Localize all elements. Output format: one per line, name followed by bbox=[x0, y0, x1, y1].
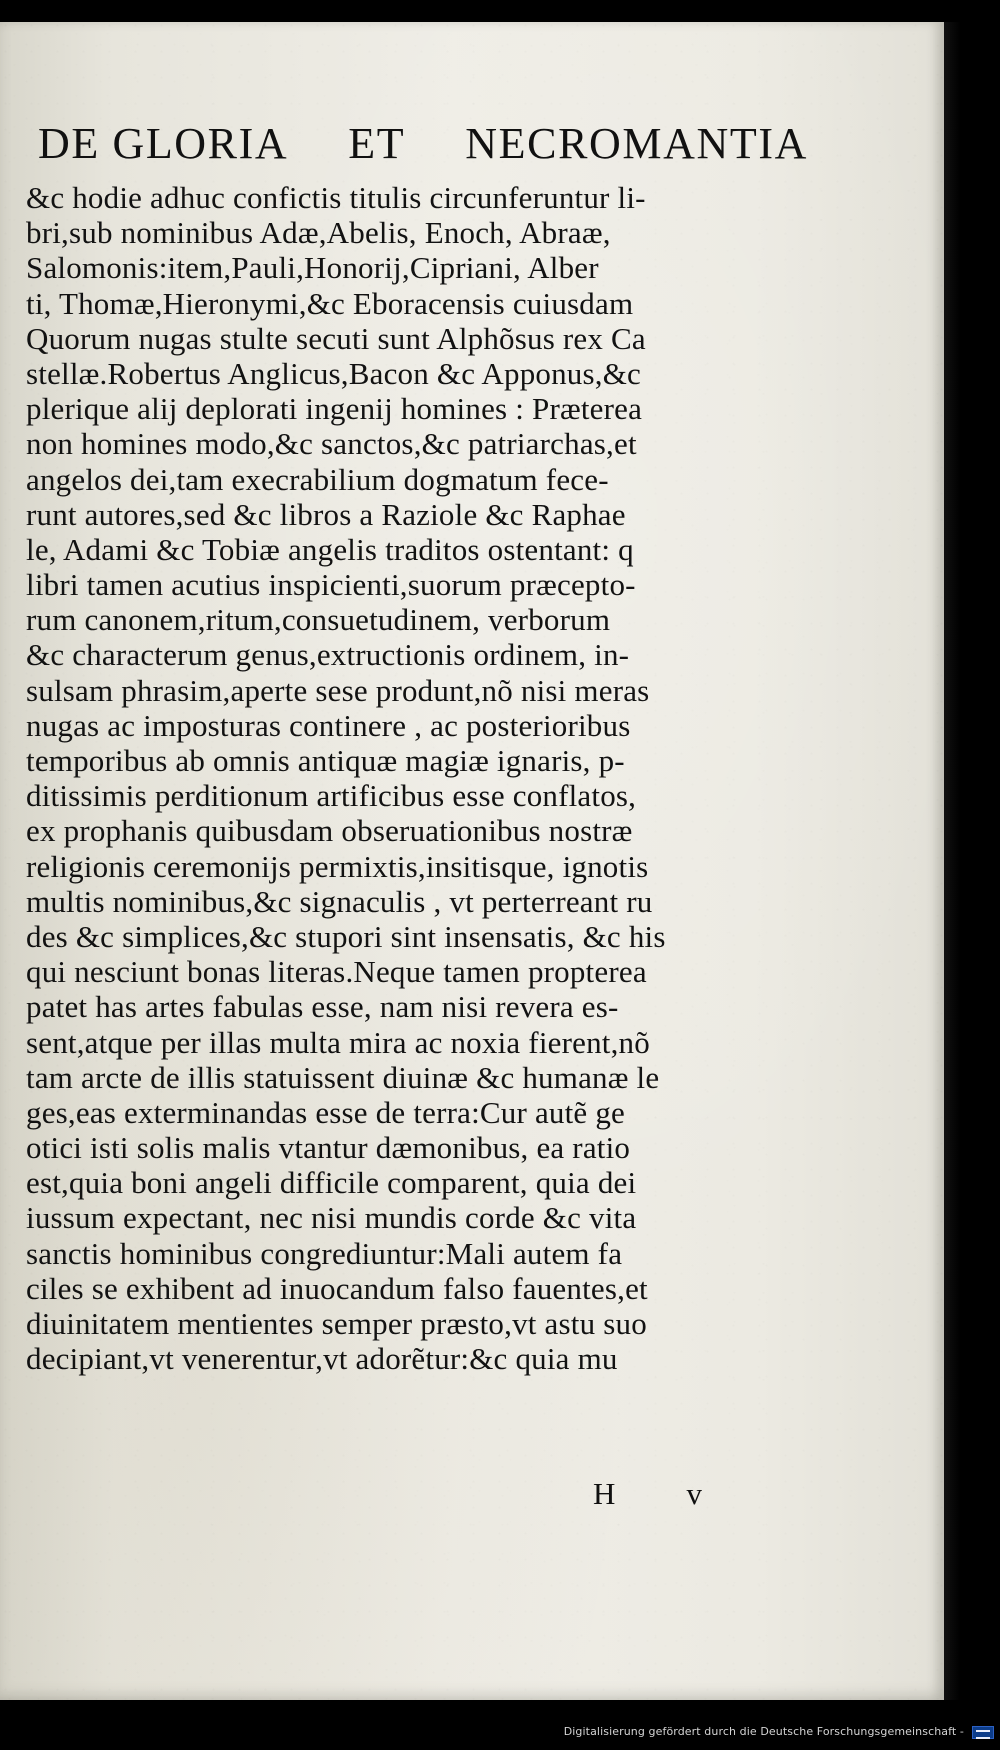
text-line: iussum expectant, nec nisi mundis corde &c vita bbox=[26, 1200, 637, 1236]
text-line: ti, Thomæ,Hieronymi,&c Eboracensis cuiusdam bbox=[26, 285, 634, 321]
signature-left: H bbox=[593, 1476, 617, 1511]
text-line: stellæ.Robertus Anglicus,Bacon &c Apponus,&c bbox=[26, 355, 641, 391]
header-right: NECROMANTIA bbox=[465, 118, 808, 168]
text-line: Salomonis:item,Pauli,Honorij,Cipriani, Alber bbox=[26, 250, 599, 286]
text-line: Quorum nugas stulte secuti sunt Alphõsus rex Ca bbox=[26, 320, 646, 356]
text-line: bri,sub nominibus Adæ,Abelis, Enoch, Abraæ, bbox=[26, 215, 611, 251]
text-line: le, Adami &c Tobiæ angelis traditos ostentant: q bbox=[26, 531, 634, 567]
text-line: est,quia boni angeli difficile comparent, quia dei bbox=[26, 1165, 637, 1201]
text-line: des &c simplices,&c stupori sint insensatis, &c his bbox=[26, 918, 666, 954]
header-left: DE GLORIA bbox=[38, 118, 289, 168]
text-line: non homines modo,&c sanctos,&c patriarchas,et bbox=[26, 426, 637, 462]
text-line: ditissimis perditionum artificibus esse conflatos, bbox=[26, 778, 637, 814]
text-line: qui nesciunt bonas literas.Neque tamen propterea bbox=[26, 954, 647, 990]
text-line: runt autores,sed &c libros a Raziole &c Raphae bbox=[26, 496, 626, 532]
text-line: decipiant,vt venerentur,vt adorẽtur:&c quia mu bbox=[26, 1341, 618, 1377]
text-line: ciles se exhibent ad inuocandum falso fauentes,et bbox=[26, 1270, 648, 1306]
text-line: ges,eas exterminandas esse de terra:Cur autẽ ge bbox=[26, 1094, 626, 1130]
scanned-page bbox=[0, 22, 944, 1700]
text-line: nugas ac imposturas continere , ac posterioribus bbox=[26, 707, 631, 743]
page-header bbox=[38, 114, 808, 172]
text-line: patet has artes fabulas esse, nam nisi revera es- bbox=[26, 989, 619, 1025]
text-line: angelos dei,tam execrabilium dogmatum fece- bbox=[26, 461, 609, 497]
text-line: plerique alij deplorati ingenij homines : Præterea bbox=[26, 391, 643, 427]
text-line: religionis ceremonijs permixtis,insitisque, ignotis bbox=[26, 848, 649, 884]
text-line: rum canonem,ritum,consuetudinem, verborum bbox=[26, 602, 611, 638]
text-line: temporibus ab omnis antiquæ magiæ ignaris, p- bbox=[26, 743, 625, 778]
signature-right: v bbox=[686, 1476, 703, 1511]
text-line: sanctis hominibus congrediuntur:Mali autem fa bbox=[26, 1235, 623, 1271]
text-line: &c characterum genus,extructionis ordinem, in- bbox=[26, 637, 630, 673]
signature-mark bbox=[593, 1473, 703, 1515]
text-line: ex prophanis quibusdam obseruationibus nostræ bbox=[26, 813, 633, 849]
text-line: &c hodie adhuc confictis titulis circunferuntur li- bbox=[26, 180, 646, 215]
footer-bar bbox=[0, 1700, 1000, 1750]
funding-credit: Digitalisierung gefördert durch die Deutsche Forschungsgemeinschaft - bbox=[563, 1725, 964, 1738]
text-line: otici isti solis malis vtantur dæmonibus, ea ratio bbox=[26, 1130, 631, 1166]
dfg-logo-icon bbox=[972, 1726, 994, 1739]
text-line: sent,atque per illas multa mira ac noxia fierent,nõ bbox=[26, 1024, 650, 1060]
page-text bbox=[26, 180, 796, 1376]
text-line: tam arcte de illis statuissent diuinæ &c humanæ le bbox=[26, 1059, 660, 1095]
page-edge-shadow bbox=[944, 22, 1000, 1700]
header-middle: ET bbox=[348, 118, 406, 168]
text-line: multis nominibus,&c signaculis , vt perterreant ru bbox=[26, 883, 653, 919]
text-line: sulsam phrasim,aperte sese produnt,nõ nisi meras bbox=[26, 672, 650, 708]
text-line: libri tamen acutius inspicienti,suorum præcepto- bbox=[26, 567, 636, 603]
text-line: diuinitatem mentientes semper præsto,vt astu suo bbox=[26, 1306, 647, 1341]
